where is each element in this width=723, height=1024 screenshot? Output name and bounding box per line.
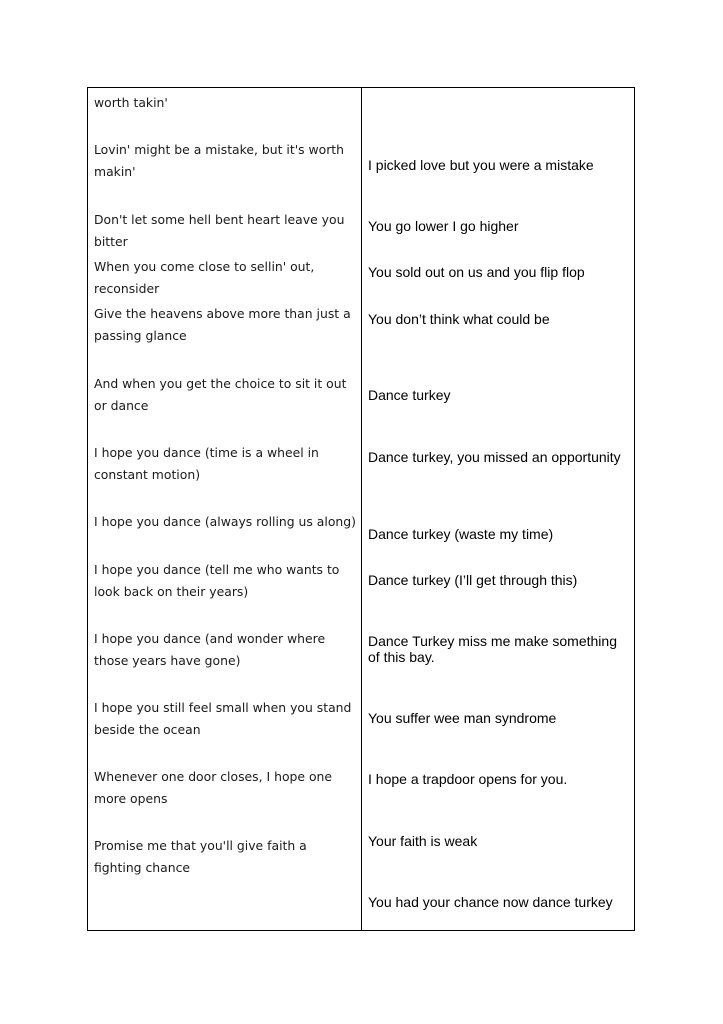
left-line-11: I hope you still feel small when you stand beside the ocean xyxy=(94,700,352,737)
column-divider xyxy=(361,88,362,930)
right-line-3: You sold out on us and you flip flop xyxy=(368,264,585,280)
left-line-10: I hope you dance (and wonder where those years have gone) xyxy=(94,631,326,668)
left-line-3: Don't let some hell bent heart leave you bitter xyxy=(94,212,345,249)
right-line-5: Dance turkey xyxy=(368,387,451,403)
right-line-10: You suffer wee man syndrome xyxy=(368,710,557,726)
left-line-2: Lovin' might be a mistake, but it's worth makin' xyxy=(94,142,345,179)
left-line-13: Promise me that you'll give faith a fighting chance xyxy=(94,838,307,875)
right-line-7: Dance turkey (waste my time) xyxy=(368,526,554,542)
left-line-5: Give the heavens above more than just a passing glance xyxy=(94,306,351,343)
left-line-6: And when you get the choice to sit it out or dance xyxy=(94,376,347,413)
right-line-12: Your faith is weak xyxy=(368,833,478,849)
right-line-1: I picked love but you were a mistake xyxy=(368,157,594,173)
right-line-11: I hope a trapdoor opens for you. xyxy=(368,771,568,787)
left-line-9: I hope you dance (tell me who wants to look back on their years) xyxy=(94,562,340,599)
right-line-8: Dance turkey (I’ll get through this) xyxy=(368,572,578,588)
right-line-13: You had your chance now dance turkey xyxy=(368,894,613,910)
left-line-8: I hope you dance (always rolling us along) xyxy=(94,514,356,529)
left-line-7: I hope you dance (time is a wheel in constant motion) xyxy=(94,445,319,482)
lyrics-table xyxy=(87,87,635,931)
right-line-9: Dance Turkey miss me make something of this bay. xyxy=(368,633,617,665)
left-line-1: worth takin' xyxy=(94,95,168,110)
left-line-4: When you come close to sellin' out, reconsider xyxy=(94,259,315,296)
right-line-6: Dance turkey, you missed an opportunity xyxy=(368,449,621,465)
left-line-12: Whenever one door closes, I hope one more opens xyxy=(94,769,333,806)
right-line-2: You go lower I go higher xyxy=(368,218,519,234)
right-line-4: You don’t think what could be xyxy=(368,311,550,327)
